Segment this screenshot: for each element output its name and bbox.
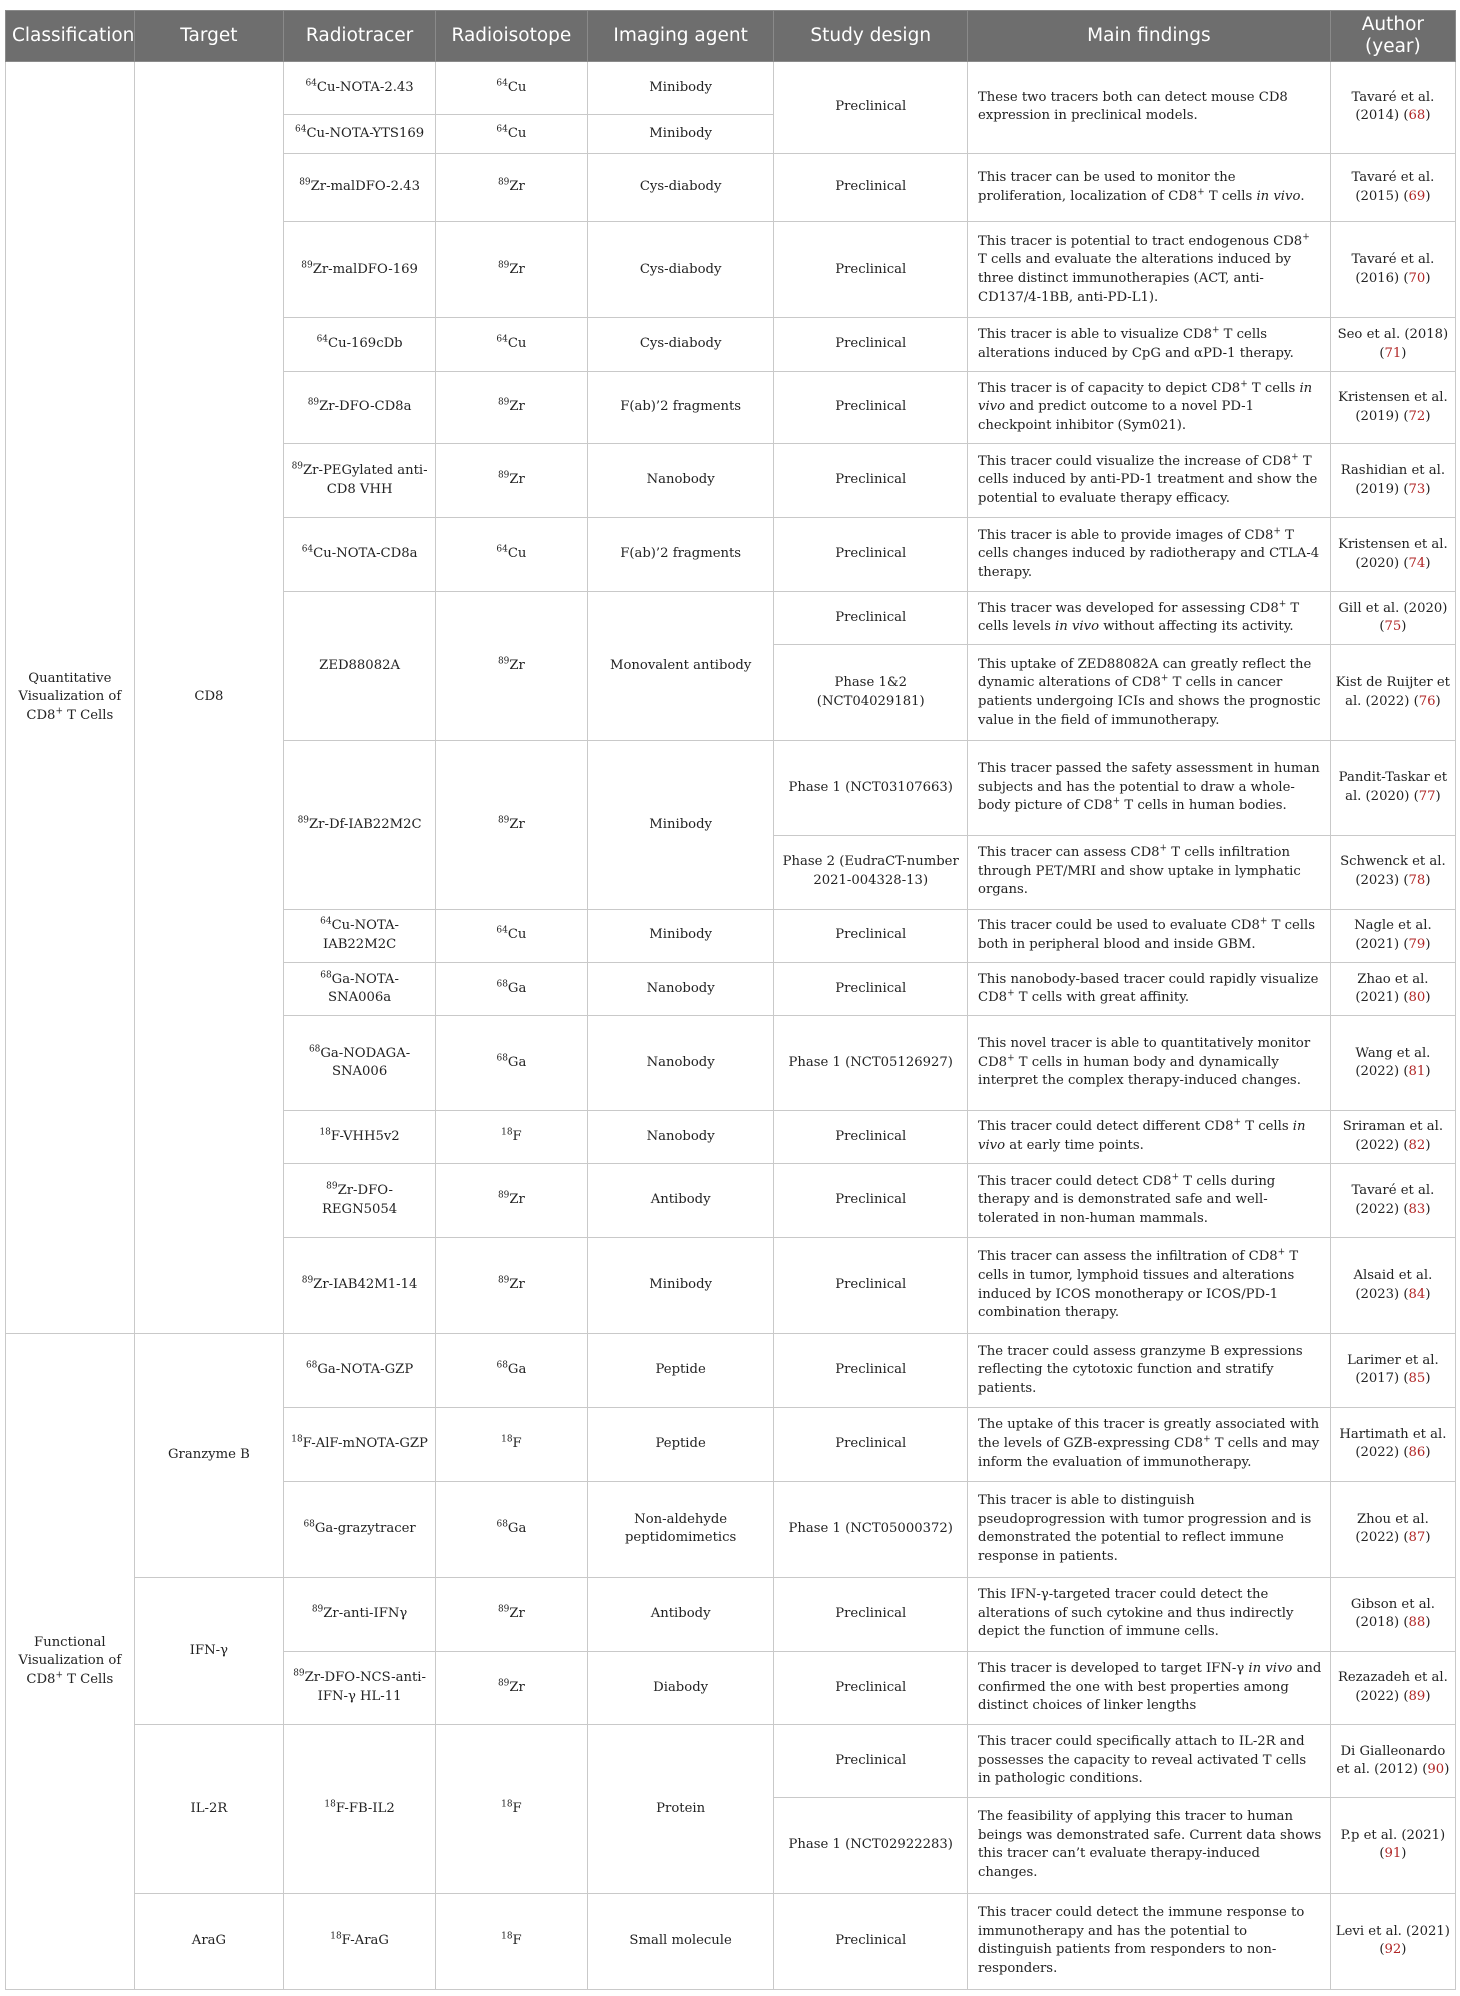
reference-link[interactable]: ( 72 ) [1403,409,1430,424]
radioisotope-cell: $^{89}$Zr [436,444,588,518]
study-design-cell: Preclinical [774,1651,968,1725]
author-cell [1330,1893,1455,1989]
author-name: Sriraman et al. (2022) [1342,1119,1444,1153]
author-cell [1330,1110,1455,1163]
main-findings-cell: This tracer could detect CD8+ T cells during therapy and is demonstrated safe and well-tolerated in non-human mammals. [968,1164,1331,1238]
author-name: Wang et al. (2022) [1355,1045,1431,1080]
author-name: Alsaid et al. (2023) [1353,1267,1433,1302]
study-design-cell: Preclinical [774,909,968,962]
radioisotope-cell: $^{64}$Cu [436,909,588,962]
header-radiotracer: Radiotracer [284,11,436,62]
header-radioisotope: Radioisotope [436,11,588,62]
main-findings-cell: These two tracers both can detect mouse CD8 expression in preclinical models. [968,62,1331,154]
radioisotope-cell: $^{89}$Zr [436,371,588,443]
target-cell: IL-2R [134,1725,284,1893]
target-cell: AraG [134,1893,284,1989]
imaging-agent-cell: Protein [587,1725,774,1893]
author-cell [1330,591,1455,644]
radiotracer-cell: $^{64}$Cu-NOTA-YTS169 [284,115,436,153]
author-name: Di Gialleonardo et al. (2012) [1336,1743,1446,1778]
radioisotope-cell: $^{89}$Zr [436,1238,588,1334]
main-findings-cell: The tracer could assess granzyme B expressions reflecting the cytotoxic function and stratify patients. [968,1334,1331,1408]
study-design-cell: Preclinical [774,318,968,371]
reference-link[interactable]: ( 82 ) [1403,1138,1430,1153]
author-cell [1330,1334,1455,1408]
target-cell: IFN-γ [134,1577,284,1725]
table-row [6,1725,1456,1797]
radioisotope-cell: $^{64}$Cu [436,518,588,592]
imaging-agent-cell: Cys-diabody [587,318,774,371]
study-design-cell: Preclinical [774,371,968,443]
radiotracer-cell: $^{68}$Ga-NODAGA-SNA006 [284,1016,436,1110]
radiotracer-cell: $^{64}$Cu-NOTA-2.43 [284,62,436,115]
radioisotope-cell: $^{64}$Cu [436,115,588,153]
imaging-agent-cell: Antibody [587,1164,774,1238]
main-findings-cell: This novel tracer is able to quantitatively monitor CD8+ T cells in human body and dynamically interpret the complex therapy-induced changes. [968,1016,1331,1110]
author-cell [1330,835,1455,909]
imaging-agent-cell: F(ab)’2 fragments [587,371,774,443]
author-cell [1330,741,1455,835]
author-name: Pandit-Taskar et al. (2020) [1338,770,1448,805]
radiotracer-cell: $^{68}$Ga-grazytracer [284,1481,436,1577]
main-findings-cell: This tracer could visualize the increase of CD8+ T cells induced by anti-PD-1 treatment and show the potential to evaluate therapy efficacy. [968,444,1331,518]
table-row [6,1334,1456,1408]
radioisotope-cell: $^{18}$F [436,1725,588,1893]
main-findings-cell: The feasibility of applying this tracer to human beings was demonstrated safe. Current data shows this tracer can’t evaluate therapy-induced changes. [968,1797,1331,1893]
radioisotope-cell: $^{18}$F [436,1110,588,1163]
reference-link[interactable]: ( 69 ) [1403,189,1430,204]
main-findings-cell: This tracer could specifically attach to IL-2R and possesses the capacity to reveal activated T cells in pathologic conditions. [968,1725,1331,1797]
main-findings-cell: This nanobody-based tracer could rapidly visualize CD8+ T cells with great affinity. [968,963,1331,1016]
author-name: Gibson et al. (2018) [1350,1596,1435,1631]
header-main-findings: Main findings [968,11,1331,62]
radiotracer-cell: $^{64}$Cu-NOTA-IAB22M2C [284,909,436,962]
main-findings-cell: This tracer could detect different CD8+ T cells in vivo at early time points. [968,1110,1331,1163]
author-name: Levi et al. (2021) [1335,1923,1450,1939]
author-cell [1330,963,1455,1016]
author-cell [1330,1407,1455,1481]
radiotracer-cell: $^{68}$Ga-NOTA-GZP [284,1334,436,1408]
reference-link[interactable]: ( 84 ) [1403,1287,1430,1302]
author-name: Kristensen et al. (2019) [1338,389,1448,424]
radiotracer-cell: $^{89}$Zr-malDFO-169 [284,222,436,318]
study-design-cell: Preclinical [774,1893,968,1989]
main-findings-cell: This tracer was developed for assessing CD8+ T cells levels in vivo without affecting its activity. [968,591,1331,644]
main-findings-cell: This IFN-γ-targeted tracer could detect the alterations of such cytokine and thus indirectly depict the function of immune cells. [968,1577,1331,1651]
reference-link[interactable]: ( 83 ) [1403,1202,1430,1217]
reference-link[interactable]: ( 88 ) [1403,1615,1430,1630]
imaging-agent-cell: Minibody [587,1238,774,1334]
radioisotope-cell: $^{89}$Zr [436,1164,588,1238]
author-name: Tavaré et al. (2015) [1351,169,1435,204]
main-findings-cell: This tracer can assess the infiltration of CD8+ T cells in tumor, lymphoid tissues and alterations induced by ICOS monotherapy or ICOS/PD-1 combination therapy. [968,1238,1331,1334]
study-design-cell: Phase 1 (NCT02922283) [774,1797,968,1893]
author-name: Tavaré et al. (2016) [1351,252,1435,286]
author-name: Tavaré et al. (2014) [1351,89,1435,124]
radioisotope-cell: $^{89}$Zr [436,153,588,222]
study-design-cell: Preclinical [774,1577,968,1651]
study-design-cell: Preclinical [774,1110,968,1163]
main-findings-cell: This tracer could detect the immune response to immunotherapy and has the potential to distinguish patients from responders to non-responders. [968,1893,1331,1989]
imaging-agent-cell: Minibody [587,62,774,115]
imaging-agent-cell: Peptide [587,1407,774,1481]
imaging-agent-cell: Nanobody [587,1110,774,1163]
main-findings-cell: This tracer is able to distinguish pseudoprogression with tumor progression and is demonstrated the potential to reflect immune response in patients. [968,1481,1331,1577]
imaging-agent-cell: Peptide [587,1334,774,1408]
reference-link[interactable]: ( 92 ) [1379,1942,1406,1957]
imaging-agent-cell: Small molecule [587,1893,774,1989]
imaging-agent-cell: Non-aldehyde peptidomimetics [587,1481,774,1577]
classification-cell: Functional Visualization of CD8+ T Cells [6,1334,135,1990]
author-name: Kristensen et al. (2020) [1338,536,1448,571]
author-cell [1330,444,1455,518]
study-design-cell: Preclinical [774,591,968,644]
main-findings-cell: This tracer is developed to target IFN-γ in vivo and confirmed the one with best properties among distinct choices of linker lengths [968,1651,1331,1725]
author-name: Zhou et al. (2022) [1355,1511,1429,1546]
study-design-cell: Preclinical [774,153,968,222]
author-name: Schwenck et al. (2023) [1340,854,1446,889]
radiotracer-cell: $^{89}$Zr-anti-IFNγ [284,1577,436,1651]
main-findings-cell: This tracer is potential to tract endogenous CD8+ T cells and evaluate the alterations induced by three distinct immunotherapies (ACT, anti-CD137/4-1BB, anti-PD-L1). [968,222,1331,318]
radioisotope-cell: $^{89}$Zr [436,1577,588,1651]
table-header [6,11,1456,62]
radioisotope-cell: $^{18}$F [436,1407,588,1481]
reference-link[interactable]: ( 90 ) [1422,1762,1449,1777]
table-row [6,1577,1456,1651]
main-findings-cell: This tracer could be used to evaluate CD8+ T cells both in peripheral blood and inside GBM. [968,909,1331,962]
radioisotope-cell: $^{89}$Zr [436,1651,588,1725]
study-design-cell: Preclinical [774,1407,968,1481]
radioisotope-cell: $^{89}$Zr [436,222,588,318]
author-cell [1330,909,1455,962]
reference-link[interactable]: ( 78 ) [1403,873,1430,888]
radiotracer-cell: $^{89}$Zr-IAB42M1-14 [284,1238,436,1334]
main-findings-cell: This tracer is of capacity to depict CD8+ T cells in vivo and predict outcome to a novel PD-1 checkpoint inhibitor (Sym021). [968,371,1331,443]
author-cell [1330,318,1455,371]
study-design-cell: Preclinical [774,963,968,1016]
author-name: Rezazadeh et al. (2022) [1337,1670,1448,1705]
main-findings-cell: This tracer is able to visualize CD8+ T cells alterations induced by CpG and αPD-1 therapy. [968,318,1331,371]
radiotracer-cell: $^{89}$Zr-DFO-CD8a [284,371,436,443]
reference-link[interactable]: ( 70 ) [1403,271,1430,286]
imaging-agent-cell: Minibody [587,909,774,962]
author-name: Zhao et al. (2021) [1355,971,1429,1006]
study-design-cell: Preclinical [774,222,968,318]
author-name: Larimer et al. (2017) [1347,1352,1439,1387]
reference-link[interactable]: ( 80 ) [1403,990,1430,1005]
main-findings-cell: This tracer can assess CD8+ T cells infiltration through PET/MRI and show uptake in lymphatic organs. [968,835,1331,909]
target-cell: Granzyme B [134,1334,284,1578]
imaging-agent-cell: Cys-diabody [587,153,774,222]
reference-link[interactable]: ( 76 ) [1414,694,1441,709]
radioisotope-cell: $^{64}$Cu [436,318,588,371]
radioisotope-cell: $^{68}$Ga [436,1481,588,1577]
radiotracer-cell: ZED88082A [284,591,436,740]
study-design-cell: Preclinical [774,1164,968,1238]
study-design-cell: Preclinical [774,62,968,154]
author-cell [1330,371,1455,443]
author-name: Rashidian et al. (2019) [1340,463,1446,497]
header-author: Author (year) [1330,11,1455,62]
study-design-cell: Phase 1 (NCT05126927) [774,1016,968,1110]
radioisotope-cell: $^{89}$Zr [436,591,588,740]
imaging-agent-cell: Minibody [587,115,774,153]
reference-link[interactable]: ( 74 ) [1403,556,1430,571]
imaging-agent-cell: Monovalent antibody [587,591,774,740]
reference-link[interactable]: ( 79 ) [1403,937,1430,952]
main-findings-cell: This tracer is able to provide images of CD8+ T cells changes induced by radiotherapy and CTLA-4 therapy. [968,518,1331,592]
target-cell: CD8 [134,62,284,1334]
author-cell [1330,62,1455,154]
radioisotope-cell: $^{68}$Ga [436,963,588,1016]
radiotracer-cell: $^{64}$Cu-NOTA-CD8a [284,518,436,592]
reference-link[interactable]: ( 68 ) [1403,108,1430,123]
main-findings-cell: The uptake of this tracer is greatly associated with the levels of GZB-expressing CD8+ T cells and may inform the evaluation of immunotherapy. [968,1407,1331,1481]
imaging-agent-cell: Cys-diabody [587,222,774,318]
author-cell [1330,1725,1455,1797]
table-row [6,1893,1456,1989]
author-cell [1330,222,1455,318]
reference-link[interactable]: ( 89 ) [1403,1689,1430,1704]
reference-link[interactable]: ( 85 ) [1403,1371,1430,1386]
study-design-cell: Phase 2 (EudraCT-number 2021-004328-13) [774,835,968,909]
study-design-cell: Preclinical [774,1238,968,1334]
author-cell [1330,1651,1455,1725]
radiotracer-cell: $^{18}$F-AlF-mNOTA-GZP [284,1407,436,1481]
author-name: Hartimath et al. (2022) [1339,1426,1447,1461]
radiotracer-cell: $^{89}$Zr-DFO-REGN5054 [284,1164,436,1238]
study-design-cell: Phase 1 (NCT03107663) [774,741,968,835]
author-cell [1330,1016,1455,1110]
imaging-agent-cell: Nanobody [587,1016,774,1110]
author-name: Tavaré et al. (2022) [1351,1183,1435,1217]
reference-link[interactable]: ( 91 ) [1379,1846,1406,1861]
author-name: Gill et al. (2020) [1338,600,1448,616]
author-name: P.p et al. (2021) [1340,1827,1446,1843]
reference-link[interactable]: ( 73 ) [1403,482,1430,497]
header-imaging-agent: Imaging agent [587,11,774,62]
author-cell [1330,153,1455,222]
reference-link[interactable]: ( 77 ) [1414,789,1441,804]
study-design-cell: Phase 1 (NCT05000372) [774,1481,968,1577]
radiotracer-cell: $^{89}$Zr-Df-IAB22M2C [284,741,436,909]
author-name: Nagle et al. (2021) [1354,918,1432,952]
radioisotope-cell: $^{64}$Cu [436,62,588,115]
author-cell [1330,1238,1455,1334]
imaging-agent-cell: Antibody [587,1577,774,1651]
author-cell [1330,1797,1455,1893]
reference-link[interactable]: ( 86 ) [1403,1445,1430,1460]
header-classification: Classification [6,11,135,62]
imaging-agent-cell: Diabody [587,1651,774,1725]
table-row [6,62,1456,115]
reference-link[interactable]: ( 75 ) [1379,619,1406,634]
table-body [6,62,1456,1990]
study-design-cell: Phase 1&2 (NCT04029181) [774,645,968,741]
author-name: Seo et al. (2018) [1337,327,1449,343]
reference-link[interactable]: ( 81 ) [1403,1064,1430,1079]
radiotracer-cell: $^{89}$Zr-PEGylated anti-CD8 VHH [284,444,436,518]
imaging-agent-cell: Minibody [587,741,774,909]
main-findings-cell: This tracer can be used to monitor the proliferation, localization of CD8+ T cells in vivo. [968,153,1331,222]
study-design-cell: Preclinical [774,444,968,518]
radiotracer-table [5,10,1456,1990]
main-findings-cell: This tracer passed the safety assessment in human subjects and has the potential to draw a whole-body picture of CD8+ T cells in human bodies. [968,741,1331,835]
radioisotope-cell: $^{68}$Ga [436,1016,588,1110]
radiotracer-cell: $^{18}$F-FB-IL2 [284,1725,436,1893]
reference-link[interactable]: ( 71 ) [1379,346,1406,361]
radioisotope-cell: $^{18}$F [436,1893,588,1989]
radiotracer-cell: $^{89}$Zr-malDFO-2.43 [284,153,436,222]
imaging-agent-cell: F(ab)’2 fragments [587,518,774,592]
radiotracer-cell: $^{68}$Ga-NOTA-SNA006a [284,963,436,1016]
radiotracer-cell: $^{64}$Cu-169cDb [284,318,436,371]
author-cell [1330,1481,1455,1577]
imaging-agent-cell: Nanobody [587,444,774,518]
header-study-design: Study design [774,11,968,62]
study-design-cell: Preclinical [774,1334,968,1408]
classification-cell: Quantitative Visualization of CD8+ T Cells [6,62,135,1334]
radiotracer-cell: $^{18}$F-VHH5v2 [284,1110,436,1163]
reference-link[interactable]: ( 87 ) [1403,1530,1430,1545]
study-design-cell: Preclinical [774,518,968,592]
study-design-cell: Preclinical [774,1725,968,1797]
radiotracer-cell: $^{89}$Zr-DFO-NCS-anti-IFN-γ HL-11 [284,1651,436,1725]
author-cell [1330,1577,1455,1651]
imaging-agent-cell: Nanobody [587,963,774,1016]
author-cell [1330,645,1455,741]
header-row [6,11,1456,62]
radioisotope-cell: $^{68}$Ga [436,1334,588,1408]
radiotracer-cell: $^{18}$F-AraG [284,1893,436,1989]
author-name: Kist de Ruijter et al. (2022) [1335,675,1450,709]
author-cell [1330,1164,1455,1238]
main-findings-cell: This uptake of ZED88082A can greatly reflect the dynamic alterations of CD8+ T cells in cancer patients undergoing ICIs and shows the prognostic value in the field of immunotherapy. [968,645,1331,741]
radioisotope-cell: $^{89}$Zr [436,741,588,909]
header-target: Target [134,11,284,62]
author-cell [1330,518,1455,592]
